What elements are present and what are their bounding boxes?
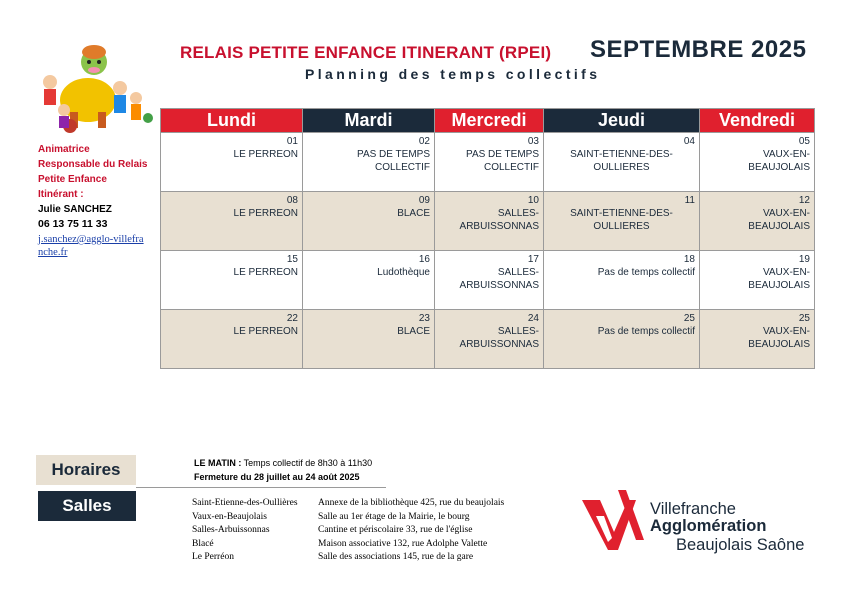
day-number: 25 bbox=[798, 313, 810, 324]
salle-address: Cantine et périscolaire 33, rue de l'église bbox=[318, 525, 473, 535]
week-row bbox=[161, 251, 815, 310]
week-row bbox=[161, 192, 815, 251]
section-divider bbox=[136, 487, 386, 488]
day-cell bbox=[435, 192, 544, 251]
salle-row bbox=[192, 511, 518, 525]
day-number: 05 bbox=[798, 136, 810, 147]
day-number: 03 bbox=[527, 136, 539, 147]
page-subtitle: Planning des temps collectifs bbox=[305, 66, 601, 82]
contact-name: Julie SANCHEZ bbox=[38, 204, 112, 215]
day-number: 24 bbox=[527, 313, 539, 324]
day-number: 19 bbox=[798, 254, 810, 265]
salle-address: Salle des associations 145, rue de la gare bbox=[318, 552, 474, 562]
day-event: SALLES-ARBUISSONNAS bbox=[459, 208, 539, 232]
salle-row bbox=[192, 551, 518, 565]
salle-row bbox=[192, 497, 518, 511]
day-header-vendredi: Vendredi bbox=[700, 109, 815, 133]
day-cell bbox=[700, 192, 815, 251]
day-number: 08 bbox=[286, 195, 298, 206]
salle-address: Maison associative 132, rue Adolphe Valette bbox=[318, 538, 488, 549]
day-number: 18 bbox=[683, 254, 695, 265]
day-event: SAINT-ETIENNE-DES-OULLIERES bbox=[570, 208, 673, 232]
day-event: SALLES-ARBUISSONNAS bbox=[459, 326, 539, 350]
agglo-logo-mark-icon bbox=[578, 486, 650, 558]
day-cell bbox=[435, 310, 544, 369]
agglo-name-line3: Beaujolais Saône bbox=[676, 536, 805, 554]
day-event: LE PERREON bbox=[233, 208, 298, 219]
day-number: 02 bbox=[418, 136, 430, 147]
day-number: 25 bbox=[683, 313, 695, 324]
salle-town: Saint-Etienne-des-Oullières bbox=[192, 498, 298, 508]
day-cell bbox=[161, 310, 303, 369]
salle-row bbox=[192, 538, 518, 552]
day-cell bbox=[303, 192, 435, 251]
day-event: SALLES-ARBUISSONNAS bbox=[459, 267, 539, 291]
day-event: VAUX-EN-BEAUJOLAIS bbox=[748, 149, 810, 173]
day-event: Ludothèque bbox=[377, 267, 430, 278]
horaires-label: Horaires bbox=[36, 455, 136, 485]
contact-phone: 06 13 75 11 33 bbox=[38, 218, 108, 230]
week-row bbox=[161, 133, 815, 192]
day-cell bbox=[544, 192, 700, 251]
day-event: LE PERREON bbox=[233, 267, 298, 278]
day-event: LE PERREON bbox=[233, 326, 298, 337]
salle-town: Salles-Arbuissonnas bbox=[192, 525, 270, 535]
kids-illustration-logo bbox=[36, 40, 162, 136]
day-number: 23 bbox=[418, 313, 430, 324]
salle-address: Annexe de la bibliothèque 425, rue du beaujolais bbox=[318, 498, 505, 508]
day-cell bbox=[303, 310, 435, 369]
day-event: VAUX-EN-BEAUJOLAIS bbox=[748, 208, 810, 232]
day-event: Pas de temps collectif bbox=[597, 326, 695, 337]
day-number: 11 bbox=[684, 195, 695, 206]
day-cell bbox=[303, 133, 435, 192]
day-number: 10 bbox=[527, 195, 539, 206]
salle-row bbox=[192, 524, 518, 538]
horaires-matin-label: LE MATIN : bbox=[194, 458, 242, 468]
day-event: BLACE bbox=[397, 326, 430, 337]
salle-address: Salle au 1er étage de la Mairie, le bourg bbox=[318, 511, 470, 522]
week-row bbox=[161, 310, 815, 369]
horaires-fermeture: Fermeture du 28 juillet au 24 août 2025 bbox=[194, 472, 360, 482]
days-header-row bbox=[161, 109, 815, 133]
day-cell bbox=[544, 310, 700, 369]
agglo-name-line1: Villefranche bbox=[650, 500, 736, 518]
day-event: VAUX-EN-BEAUJOLAIS bbox=[748, 326, 810, 350]
day-number: 15 bbox=[286, 254, 298, 265]
salles-list bbox=[192, 497, 518, 565]
day-header-mardi: Mardi bbox=[303, 109, 435, 133]
day-event: LE PERREON bbox=[233, 149, 298, 160]
salle-town: Le Perréon bbox=[192, 552, 234, 562]
horaires-matin-text: Temps collectif de 8h30 à 11h30 bbox=[243, 458, 373, 468]
day-event: PAS DE TEMPS COLLECTIF bbox=[357, 149, 430, 173]
day-cell bbox=[435, 133, 544, 192]
day-number: 04 bbox=[683, 136, 695, 147]
day-cell bbox=[544, 251, 700, 310]
page-title: RELAIS PETITE ENFANCE ITINERANT (RPEI) bbox=[180, 43, 552, 62]
day-header-mercredi: Mercredi bbox=[435, 109, 544, 133]
day-number: 17 bbox=[527, 254, 539, 265]
day-event: PAS DE TEMPS COLLECTIF bbox=[466, 149, 539, 173]
agglo-name-line2: Agglomération bbox=[650, 517, 767, 535]
contact-role: Animatrice Responsable du Relais Petite Enfance Itinérant : bbox=[38, 144, 148, 200]
day-cell bbox=[161, 251, 303, 310]
day-event: SAINT-ETIENNE-DES-OULLIERES bbox=[570, 149, 673, 173]
day-number: 09 bbox=[418, 195, 430, 206]
day-cell bbox=[544, 133, 700, 192]
day-number: 22 bbox=[286, 313, 298, 324]
day-number: 01 bbox=[286, 136, 298, 147]
day-event: VAUX-EN-BEAUJOLAIS bbox=[748, 267, 810, 291]
day-number: 16 bbox=[418, 254, 430, 265]
planning-table bbox=[160, 108, 815, 369]
day-event: Pas de temps collectif bbox=[597, 267, 695, 278]
day-cell bbox=[435, 251, 544, 310]
day-cell bbox=[700, 251, 815, 310]
day-cell bbox=[161, 192, 303, 251]
salles-label: Salles bbox=[38, 491, 136, 521]
month-title: SEPTEMBRE 2025 bbox=[590, 36, 807, 63]
contact-email-link[interactable]: j.sanchez@agglo-villefranche.fr bbox=[38, 234, 144, 258]
villefranche-agglo-logo bbox=[578, 486, 823, 558]
day-cell bbox=[303, 251, 435, 310]
salle-town: Vaux-en-Beaujolais bbox=[192, 511, 267, 522]
contact-block bbox=[38, 142, 148, 259]
day-cell bbox=[700, 133, 815, 192]
day-cell bbox=[700, 310, 815, 369]
salle-town: Blacé bbox=[192, 538, 214, 549]
day-number: 12 bbox=[798, 195, 810, 206]
day-cell bbox=[161, 133, 303, 192]
day-header-lundi: Lundi bbox=[161, 109, 303, 133]
horaires-matin bbox=[194, 458, 372, 468]
day-header-jeudi: Jeudi bbox=[544, 109, 700, 133]
day-event: BLACE bbox=[397, 208, 430, 219]
